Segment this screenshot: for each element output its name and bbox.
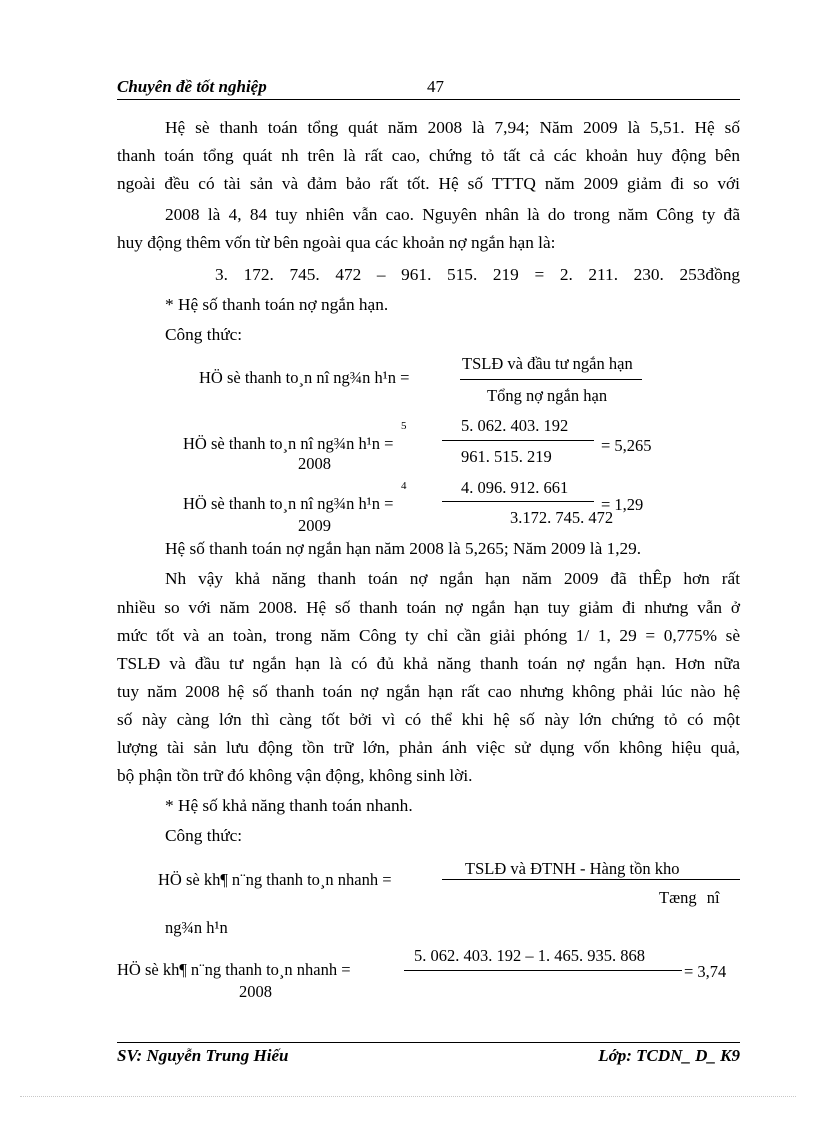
paragraph-line: lượng tài sản lưu động tồn trữ lớn, phản ánh việc sử dụng vốn không hiệu quả, [117,738,740,757]
calculation-line: 3. 172. 745. 472 – 961. 515. 219 = 2. 211. 230. 253đồng [215,265,740,284]
formula-numerator: TSLĐ và ĐTNH - Hàng tồn kho [465,859,680,878]
paragraph-line: thanh toán tổng quát nh trên là rất cao, chứng tỏ tất cả các khoản huy động bên [117,146,740,165]
paragraph-line: nhiều so với năm 2008. Hệ số thanh toán nợ ngắn hạn tuy giảm đi nhưng vẫn ở [117,598,740,617]
fraction-bar [442,879,740,880]
formula-denominator: 961. 515. 219 [461,447,552,466]
paragraph-line: huy động thêm vốn từ bên ngoài qua các khoản nợ ngắn hạn là: [117,233,556,252]
formula-denominator: Tổng nợ ngắn hạn [487,386,608,405]
formula-result: = 5,265 [601,436,652,455]
formula-mark: 4 [401,480,407,492]
formula-label: Công thức: [165,826,243,845]
formula-denominator: 3.172. 745. 472 [510,508,614,527]
formula-lhs: HÖ sè kh¶ n¨ng thanh to¸n nhanh = [158,870,392,889]
formula-year: 2009 [298,516,331,535]
formula-denominator: ng¾n h¹n [165,918,228,937]
formula-lhs: HÖ sè thanh to¸n nî ng¾n h¹n = [199,368,410,387]
formula-lhs: HÖ sè thanh to¸n nî ng¾n h¹n = [183,494,394,513]
paragraph-line: ngoài đều có tài sản và đảm bảo rất tốt. Hệ số TTTQ năm 2009 giảm đi so với [117,174,740,193]
formula-numerator: 5. 062. 403. 192 – 1. 465. 935. 868 [414,946,645,965]
fraction-bar [442,440,594,441]
formula-mark: 5 [401,420,407,432]
paragraph-line: số này càng lớn thì càng tốt bởi vì có thể khi hệ số này lớn chứng tỏ có một [117,710,740,729]
formula-numerator: 5. 062. 403. 192 [461,416,569,435]
paragraph-line: TSLĐ và đầu tư ngắn hạn là có đủ khả năng thanh toán nợ ngắn hạn. Hơn nữa [117,654,740,673]
footer-class: Lớp: TCDN_ D_ K9 [598,1046,740,1065]
page-number: 47 [427,77,444,96]
paragraph-line: tuy năm 2008 hệ số thanh toán nợ ngắn hạn rất cao nhưng không phải lúc nào hệ [117,682,740,701]
header-title: Chuyên đề tốt nghiệp [117,77,267,96]
formula-denominator: Tæng nî [659,888,720,907]
paragraph-line: 2008 là 4, 84 tuy nhiên vẫn cao. Nguyên nhân là do trong năm Công ty đã [165,205,740,224]
header-rule [117,99,740,100]
section-title: * Hệ số khả năng thanh toán nhanh. [165,796,413,815]
paragraph-line: mức tốt và an toàn, trong năm Công ty chỉ cần giải phóng 1/ 1, 29 = 0,775% sè [117,626,740,645]
fraction-bar [404,970,682,971]
formula-numerator: 4. 096. 912. 661 [461,478,569,497]
paragraph-line: Nh vậy khả năng thanh toán nợ ngắn hạn năm 2009 đã thÊp hơn rất [165,569,740,588]
paragraph-line: Hệ sè thanh toán tổng quát năm 2008 là 7,94; Năm 2009 là 5,51. Hệ số [165,118,740,137]
paragraph-line: bộ phận tồn trữ đó không vận động, không sinh lời. [117,766,473,785]
formula-lhs: HÖ sè kh¶ n¨ng thanh to¸n nhanh = [117,960,351,979]
formula-year: 2008 [298,454,331,473]
formula-year: 2008 [239,982,272,1001]
formula-result: = 3,74 [684,962,727,981]
formula-numerator: TSLĐ và đầu tư ngắn hạn [462,354,633,373]
page-edge-divider [20,1096,796,1097]
formula-label: Công thức: [165,325,243,344]
section-title: * Hệ số thanh toán nợ ngắn hạn. [165,295,389,314]
formula-result: = 1,29 [601,495,644,514]
fraction-bar [442,501,594,502]
paragraph-line: Hệ số thanh toán nợ ngắn hạn năm 2008 là 5,265; Năm 2009 là 1,29. [165,539,642,558]
fraction-bar [460,379,642,380]
footer-rule [117,1042,740,1043]
footer-student: SV: Nguyễn Trung Hiếu [117,1046,289,1065]
formula-lhs: HÖ sè thanh to¸n nî ng¾n h¹n = [183,434,394,453]
